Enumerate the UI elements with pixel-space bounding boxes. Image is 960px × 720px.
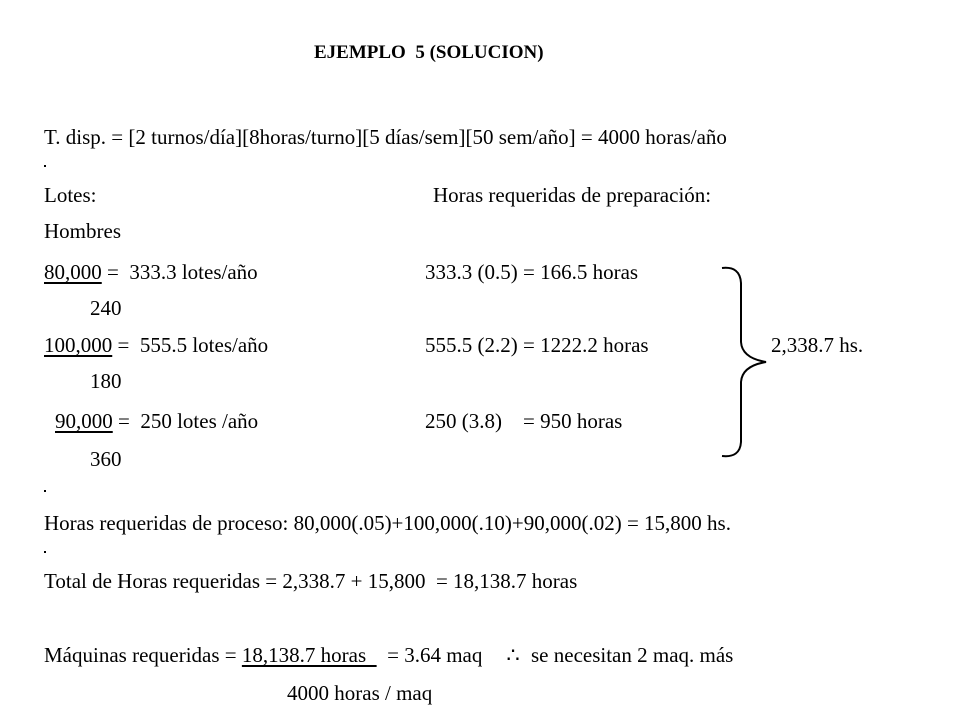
- lot-equation: = 555.5 lotes/año: [112, 333, 269, 357]
- lot-numerator: 100,000: [44, 333, 113, 357]
- machines-numerator: 18,138.7 horas: [241, 643, 377, 667]
- machines-conclusion: se necesitan 2 maq. más: [525, 643, 734, 667]
- machines-line: [44, 643, 733, 667]
- total-prep-hours: 2,338.7 hs.: [771, 333, 864, 357]
- lot-denominator-1: 240: [90, 296, 122, 320]
- bullet-dot: [44, 551, 46, 553]
- total-hours-line: Total de Horas requeridas = 2,338.7 + 15,800 = 18,138.7 horas: [44, 569, 578, 593]
- prep-calc-3: 250 (3.8) = 950 horas: [425, 409, 623, 433]
- lot-equation: = 333.3 lotes/año: [101, 260, 258, 284]
- hombres-header: Hombres: [44, 219, 121, 243]
- prep-calc-1: 333.3 (0.5) = 166.5 horas: [425, 260, 639, 284]
- bullet-dot: [44, 490, 46, 492]
- t-disp-line: T. disp. = [2 turnos/día][8horas/turno][5 días/sem][50 sem/año] = 4000 horas/año: [44, 125, 727, 149]
- prep-calc-2: 555.5 (2.2) = 1222.2 horas: [425, 333, 649, 357]
- machines-denominator: 4000 horas / maq: [287, 681, 433, 705]
- lot-denominator-2: 180: [90, 369, 122, 393]
- page-title: EJEMPLO 5 (SOLUCION): [314, 42, 544, 63]
- lot-denominator-3: 360: [90, 447, 122, 471]
- lot-equation: = 250 lotes /año: [112, 409, 259, 433]
- lot-numerator: 80,000: [44, 260, 102, 284]
- machines-label: Máquinas requeridas =: [44, 643, 242, 667]
- process-hours-line: Horas requeridas de proceso: 80,000(.05)+100,000(.10)+90,000(.02) = 15,800 hs.: [44, 511, 731, 535]
- horas-prep-header: Horas requeridas de preparación:: [433, 183, 712, 207]
- lot-numerator: 90,000: [55, 409, 113, 433]
- machines-result: = 3.64 maq: [376, 643, 483, 667]
- therefore-symbol: ∴: [506, 643, 520, 667]
- lotes-header: Lotes:: [44, 183, 97, 207]
